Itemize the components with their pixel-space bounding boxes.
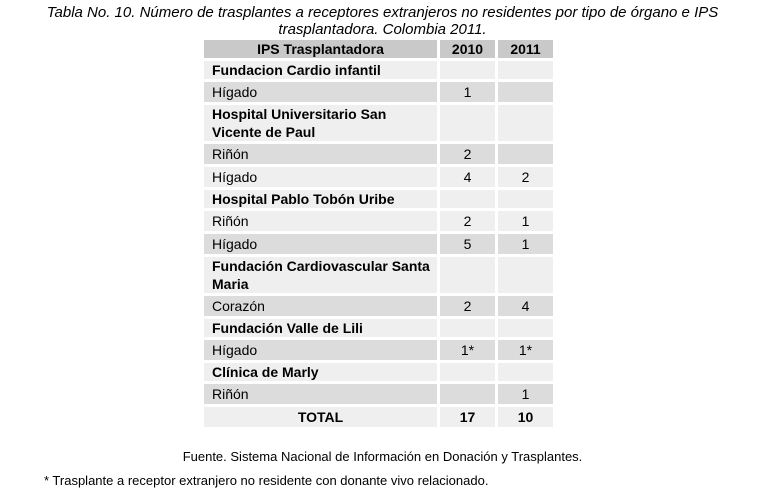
table-row-ips [204,257,553,293]
table-row-ips [204,61,553,79]
header-row [204,40,553,58]
organ-name: Riñón [204,384,437,404]
cell-2011: 2 [498,167,553,187]
cell-2010: 1 [440,82,495,102]
transplant-table [201,37,556,430]
table-row-organ [204,144,553,164]
cell-2011 [498,61,553,79]
cell-2011: 1 [498,211,553,231]
organ-name: Hígado [204,234,437,254]
cell-2011: 1 [498,384,553,404]
ips-name: Hospital Universitario San Vicente de Paul [204,105,437,141]
table-row-total [204,407,553,427]
table-row-ips [204,363,553,381]
table-caption: Tabla No. 10. Número de trasplantes a receptores extranjeros no residentes por tipo de órgano e IPS trasplantadora. Colombia 2011. [46,4,719,38]
ips-name: Fundación Cardiovascular Santa Maria [204,257,437,293]
cell-2011: 1 [498,234,553,254]
header-ips: IPS Trasplantadora [204,40,437,58]
organ-name: Riñón [204,144,437,164]
cell-2011: 1* [498,340,553,360]
cell-2010: 2 [440,211,495,231]
ips-name: Hospital Pablo Tobón Uribe [204,190,437,208]
cell-2010 [440,105,495,141]
organ-name: Riñón [204,211,437,231]
table-row-organ [204,340,553,360]
cell-2010 [440,190,495,208]
total-label: TOTAL [204,407,437,427]
cell-2010: 2 [440,296,495,316]
organ-name: Hígado [204,167,437,187]
ips-name: Fundacion Cardio infantil [204,61,437,79]
total-2011: 10 [498,407,553,427]
cell-2011: 4 [498,296,553,316]
header-2011: 2011 [498,40,553,58]
cell-2010 [440,319,495,337]
cell-2011 [498,257,553,293]
table-row-organ [204,211,553,231]
cell-2010: 5 [440,234,495,254]
cell-2011 [498,190,553,208]
cell-2011 [498,82,553,102]
table-row-ips [204,190,553,208]
cell-2010 [440,363,495,381]
cell-2010 [440,257,495,293]
cell-2010: 4 [440,167,495,187]
cell-2010: 1* [440,340,495,360]
ips-name: Fundación Valle de Lili [204,319,437,337]
total-2010: 17 [440,407,495,427]
organ-name: Hígado [204,340,437,360]
cell-2011 [498,319,553,337]
header-2010: 2010 [440,40,495,58]
cell-2010 [440,384,495,404]
table-row-organ [204,167,553,187]
cell-2011 [498,105,553,141]
cell-2011 [498,144,553,164]
table-row-organ [204,82,553,102]
table-row-organ [204,384,553,404]
cell-2010: 2 [440,144,495,164]
table-row-organ [204,296,553,316]
ips-name: Clínica de Marly [204,363,437,381]
table-row-ips [204,105,553,141]
transplant-table-container [204,40,553,427]
organ-name: Hígado [204,82,437,102]
cell-2011 [498,363,553,381]
table-row-organ [204,234,553,254]
footnote: * Trasplante a receptor extranjero no residente con donante vivo relacionado. [44,473,489,488]
organ-name: Corazón [204,296,437,316]
source-note: Fuente. Sistema Nacional de Información en Donación y Trasplantes. [182,449,583,464]
cell-2010 [440,61,495,79]
table-row-ips [204,319,553,337]
